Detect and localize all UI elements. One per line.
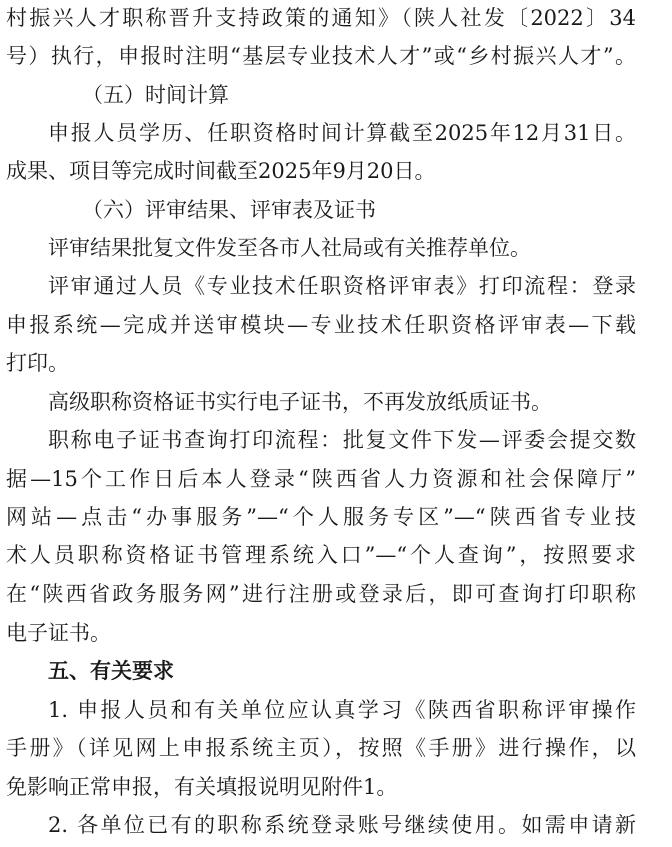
text-line: 申报人员学历、任职资格时间计算截至2025年12月31日。: [48, 121, 636, 145]
text-line: 2. 各单位已有的职称系统登录账号继续使用。如需申请新: [48, 813, 636, 837]
text-line: 电子证书。: [6, 621, 111, 645]
text-line: 申报系统—完成并送审模块—专业技术任职资格评审表—下载: [6, 313, 636, 337]
text-line: 职称电子证书查询打印流程：批复文件下发—评委会提交数: [48, 428, 636, 452]
text-line: 据—15个工作日后本人登录“陕西省人力资源和社会保障厅”: [6, 467, 636, 491]
text-line: 号）执行，申报时注明“基层专业技术人才”或“乡村振兴人才”。: [6, 44, 636, 68]
text-line: 打印。: [6, 351, 69, 375]
text-line: 网站—点击“办事服务”—“个人服务专区”—“陕西省专业技: [6, 505, 636, 529]
text-line: 评审结果批复文件发至各市人社局或有关推荐单位。: [48, 236, 531, 260]
text-line: 村振兴人才职称晋升支持政策的通知》（陕人社发〔2022〕34: [6, 6, 636, 30]
section-heading: 五、有关要求: [48, 659, 174, 683]
text-line: 评审通过人员《专业技术任职资格评审表》打印流程：登录: [48, 274, 636, 298]
section-heading: （六）评审结果、评审表及证书: [82, 198, 376, 222]
text-line: 成果、项目等完成时间截至2025年9月20日。: [6, 159, 436, 183]
text-line: 术人员职称资格证书管理系统入口”—“个人查询”，按照要求: [6, 543, 636, 567]
text-line: 1. 申报人员和有关单位应认真学习《陕西省职称评审操作: [48, 698, 636, 722]
section-heading: （五）时间计算: [82, 83, 229, 107]
text-line: 在“陕西省政务服务网”进行注册或登录后，即可查询打印职称: [6, 582, 636, 606]
text-line: 免影响正常申报，有关填报说明见附件1。: [6, 775, 398, 799]
text-line: 手册》（详见网上申报系统主页），按照《手册》进行操作，以: [6, 736, 636, 760]
text-line: 高级职称资格证书实行电子证书，不再发放纸质证书。: [48, 390, 552, 414]
